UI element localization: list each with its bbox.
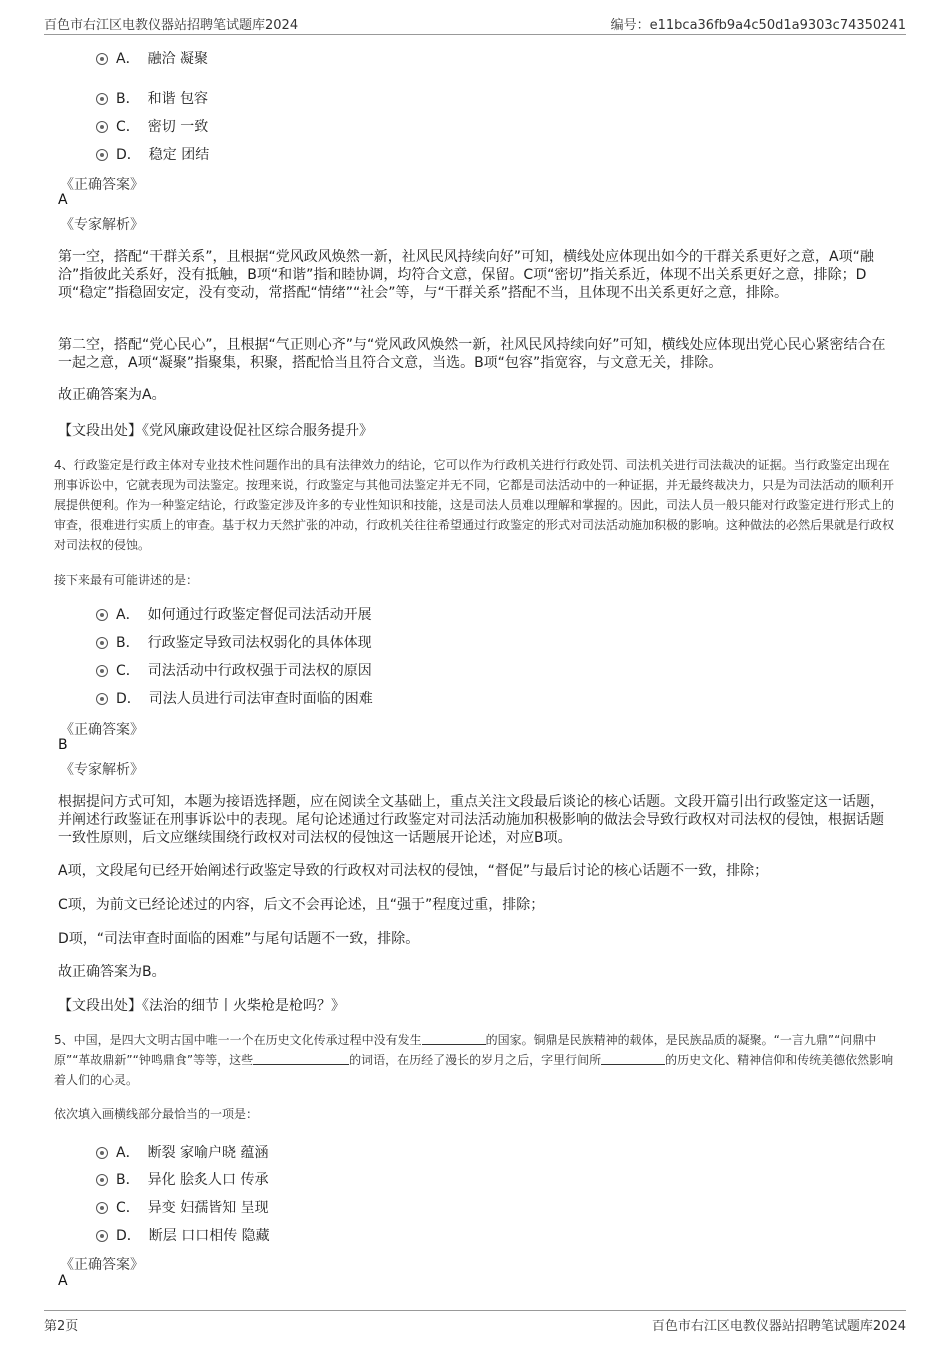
q4-option-d[interactable]: D． 司法人员进行司法审查时面临的困难 xyxy=(96,688,373,710)
q4-stem: 4、行政鉴定是行政主体对专业技术性问题作出的具有法律效力的结论，它可以作为行政机关进行行政处罚、司法机关进行司法裁决的证据。当行政鉴定出现在刑事诉讼中，它就表现为司法鉴定。按理来说，行政鉴定与其他司法鉴定并无不同，它都是司法活动中的一种证据，并无最终裁决力，只是为司法活动的顺利开展提供便利。作为一种鉴定结论，行政鉴定涉及许多的专业性知识和技能，这是司法人员难以理解和掌握的。因此，司法人员一般只能对行政鉴定进行形式上的审查，很难进行实质上的审查。基于权力天然扩张的冲动，行政机关往往希望通过行政鉴定的形式对司法活动施加积极的影响。这种做法的必然后果就是行政权对司法权的侵蚀。 xyxy=(54,458,895,552)
q4-analysis-option-a: A项，文段尾句已经开始阐述行政鉴定导致的行政权对司法权的侵蚀，“督促”与最后讨论的核心话题不一致，排除； xyxy=(58,863,769,879)
q4-option-b[interactable]: B． 行政鉴定导致司法权弱化的具体体现 xyxy=(96,632,372,654)
radio-icon[interactable] xyxy=(96,1202,108,1214)
radio-icon[interactable] xyxy=(96,665,108,677)
q3-option-c[interactable]: C． 密切 一致 xyxy=(96,116,208,138)
radio-icon[interactable] xyxy=(96,1230,108,1242)
radio-icon[interactable] xyxy=(96,693,108,705)
q3-answer: A xyxy=(58,192,68,208)
q4-analysis-paragraph-1: 根据提问方式可知，本题为接语选择题，应在阅读全文基础上，重点关注文段最后谈论的核心话题。文段开篇引出行政鉴定这一话题，并阐述行政鉴证在刑事诉讼中的表现。尾句论述通过行政鉴定对司法活动施加积极影响的做法会导致行政权对司法权的侵蚀，根据话题一致性原则，后文应继续围绕行政权对司法权的侵蚀这一话题展开论述，对应B项。 xyxy=(58,794,884,846)
q4-answer-label: 《正确答案》 xyxy=(60,722,144,738)
radio-icon[interactable] xyxy=(96,93,108,105)
q4-answer: B xyxy=(58,737,68,753)
q4-conclusion: 故正确答案为B。 xyxy=(58,964,166,980)
q3-option-d[interactable]: D． 稳定 团结 xyxy=(96,144,209,166)
radio-icon[interactable] xyxy=(96,121,108,133)
page-header xyxy=(44,14,906,35)
q5-answer: A xyxy=(58,1273,68,1289)
q5-answer-label: 《正确答案》 xyxy=(60,1257,144,1273)
q4-option-c[interactable]: C． 司法活动中行政权强于司法权的原因 xyxy=(96,660,372,682)
q4-source: 【文段出处】《法治的细节丨火柴枪是枪吗？》 xyxy=(58,998,345,1014)
q4-analysis-option-d: D项，“司法审查时面临的困难”与尾句话题不一致，排除。 xyxy=(58,931,420,947)
q5-option-c[interactable]: C． 异变 妇孺皆知 呈现 xyxy=(96,1197,269,1219)
page-footer xyxy=(44,1310,906,1333)
q3-source: 【文段出处】《党风廉政建设促社区综合服务提升》 xyxy=(58,423,373,439)
q3-analysis-label: 《专家解析》 xyxy=(60,217,144,233)
radio-icon[interactable] xyxy=(96,149,108,161)
q3-answer-label: 《正确答案》 xyxy=(60,177,144,193)
q4-analysis-label: 《专家解析》 xyxy=(60,762,144,778)
q3-option-b[interactable]: B． 和谐 包容 xyxy=(96,88,208,110)
q5-option-d[interactable]: D． 断层 口口相传 隐藏 xyxy=(96,1225,270,1247)
q3-option-a[interactable]: A． 融洽 凝聚 xyxy=(96,48,208,70)
radio-icon[interactable] xyxy=(96,1174,108,1186)
radio-icon[interactable] xyxy=(96,53,108,65)
q5-option-a[interactable]: A． 断裂 家喻户晓 蕴涵 xyxy=(96,1142,268,1164)
q4-analysis-option-c: C项，为前文已经论述过的内容，后文不会再论述，且“强于”程度过重，排除； xyxy=(58,897,545,913)
radio-icon[interactable] xyxy=(96,1147,108,1159)
radio-icon[interactable] xyxy=(96,609,108,621)
q5-stem: 5、中国，是四大文明古国中唯一一个在历史文化传承过程中没有发生 的国家。铜鼎是民族精神的载体，是民族品质的凝聚。“一言九鼎”“问鼎中原”“革故鼎新”“钟鸣鼎食”等等，这些 的词语，在历经了漫长的岁月之后，字里行间所 的历史文化、精神信仰和传统美德依然影响着人们的心灵。 xyxy=(54,1033,894,1087)
q4-question: 接下来最有可能讲述的是： xyxy=(54,573,199,587)
header-doc-id: 编号：e11bca36fb9a4c50d1a9303c74350241 xyxy=(610,18,906,33)
page-number: 第2页 xyxy=(44,1319,79,1334)
q3-analysis-paragraph-2: 第二空，搭配“党心民心”，且根据“气正则心齐”与“党风政风焕然一新，社风民风持续向好”可知，横线处应体现出党心民心紧密结合在一起之意，A项“凝聚”指聚集，积聚，搭配恰当且符合文意，当选。B项“包容”指宽容，与文意无关，排除。 xyxy=(58,337,886,371)
q5-option-b[interactable]: B． 异化 脍炙人口 传承 xyxy=(96,1169,269,1191)
q5-blank-3 xyxy=(601,1052,665,1065)
q5-blank-1 xyxy=(422,1032,486,1045)
radio-icon[interactable] xyxy=(96,637,108,649)
header-title: 百色市右江区电教仪器站招聘笔试题库2024 xyxy=(44,18,299,33)
q4-option-a[interactable]: A． 如何通过行政鉴定督促司法活动开展 xyxy=(96,604,372,626)
q3-analysis-paragraph-1: 第一空，搭配“干群关系”，且根据“党风政风焕然一新，社风民风持续向好”可知，横线处应体现出如今的干群关系更好之意，A项“融洽”指彼此关系好，没有抵触，B项“和谐”指和睦协调，均符合文意，保留。C项“密切”指关系近，体现不出关系更好之意，排除；D项“稳定”指稳固安定，没有变动，常搭配“情绪”“社会”等，与“干群关系”搭配不当，且体现不出关系更好之意，排除。 xyxy=(58,249,874,301)
q3-conclusion: 故正确答案为A。 xyxy=(58,387,166,403)
q5-blank-2 xyxy=(253,1052,349,1065)
q5-question: 依次填入画横线部分最恰当的一项是： xyxy=(54,1107,259,1121)
footer-title: 百色市右江区电教仪器站招聘笔试题库2024 xyxy=(651,1319,906,1334)
